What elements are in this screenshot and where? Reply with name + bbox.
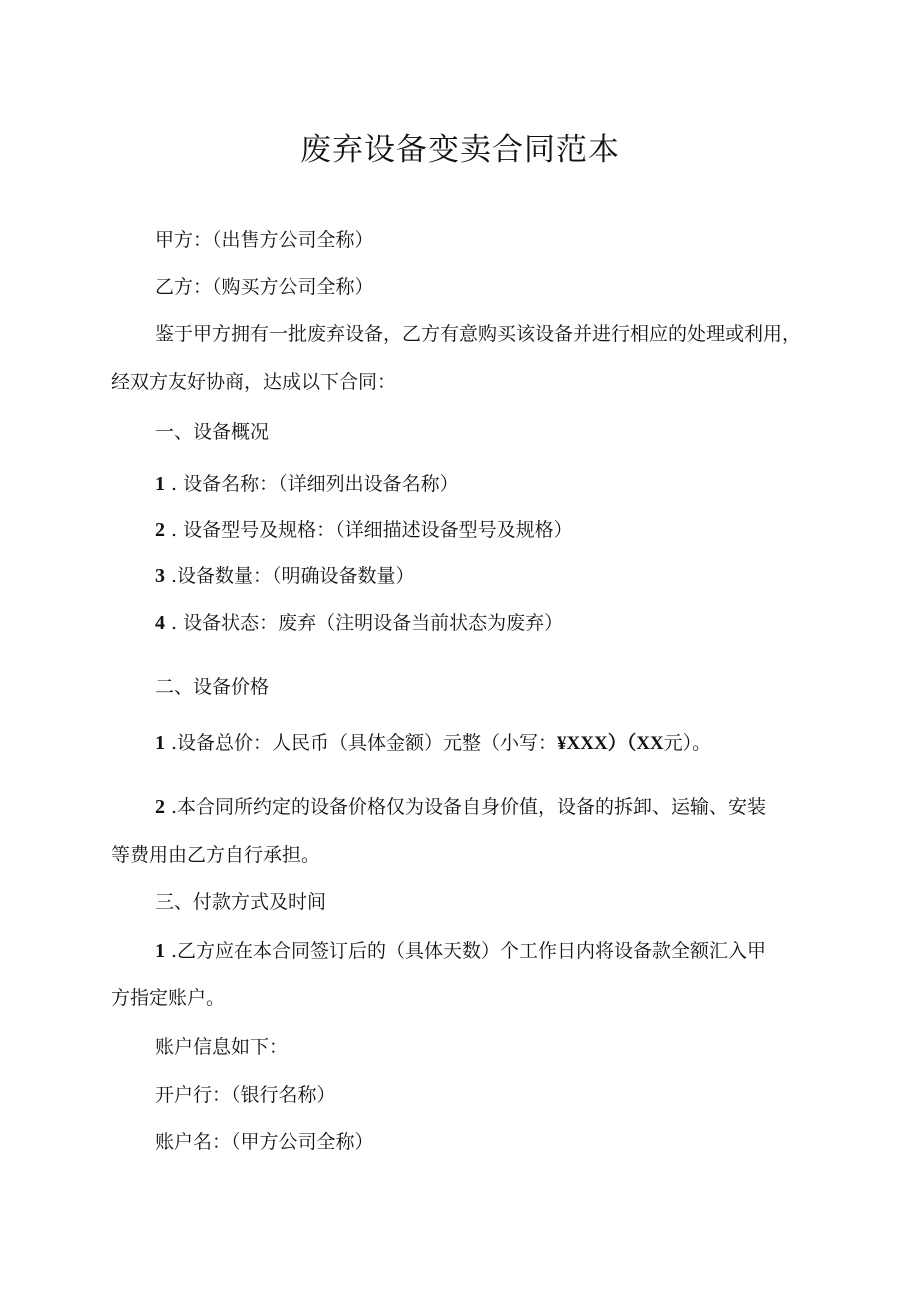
section-1-item-1 xyxy=(155,472,459,496)
item-text: .设备总价：人民币（具体金额）元整（小写： xyxy=(171,732,558,754)
preamble-line-1: 鉴于甲方拥有一批废弃设备，乙方有意购买该设备并进行相应的处理或利用， xyxy=(155,323,802,345)
item-number: 2 xyxy=(155,796,165,818)
section-1-item-2 xyxy=(155,518,573,542)
section-2-item-2-line-1 xyxy=(155,795,766,819)
item-number: 2 xyxy=(155,519,165,541)
item-number: 1 xyxy=(155,732,165,754)
item-number: 4 xyxy=(155,612,165,634)
section-3-item-1-line-1 xyxy=(155,939,766,963)
section-3-item-1-line-2: 方指定账户。 xyxy=(111,987,226,1009)
item-number: 1 xyxy=(155,473,165,495)
section-2-item-1 xyxy=(155,731,711,756)
item-text: . 设备状态：废弃（注明设备当前状态为废弃） xyxy=(171,612,564,634)
party-b-line: 乙方：（购买方公司全称） xyxy=(155,276,374,298)
item-text: .设备数量：（明确设备数量） xyxy=(171,565,415,587)
document-title: 废弃设备变卖合同范本 xyxy=(300,132,620,168)
item-text: .乙方应在本合同签订后的（具体天数）个工作日内将设备款全额汇入甲 xyxy=(171,940,767,962)
item-number: 1 xyxy=(155,940,165,962)
party-a-line: 甲方：（出售方公司全称） xyxy=(155,229,374,251)
account-info-intro: 账户信息如下： xyxy=(155,1036,289,1058)
item-text-end: 元）。 xyxy=(663,732,712,754)
item-text: .本合同所约定的设备价格仅为设备自身价值，设备的拆卸、运输、安装 xyxy=(171,796,767,818)
account-name-line: 账户名：（甲方公司全称） xyxy=(155,1131,374,1153)
item-text: . 设备名称：（详细列出设备名称） xyxy=(171,473,459,495)
section-2-item-2-line-2: 等费用由乙方自行承担。 xyxy=(111,844,321,866)
section-3-heading: 三、付款方式及时间 xyxy=(155,891,327,913)
section-1-item-3 xyxy=(155,564,415,588)
item-text: . 设备型号及规格：（详细描述设备型号及规格） xyxy=(171,519,573,541)
section-1-item-4 xyxy=(155,611,563,635)
bank-name-line: 开户行：（银行名称） xyxy=(155,1084,336,1106)
section-1-heading: 一、设备概况 xyxy=(155,421,270,443)
item-number: 3 xyxy=(155,565,165,587)
preamble-line-2: 经双方友好协商，达成以下合同： xyxy=(111,371,397,393)
price-amount: ¥XXX）（XX xyxy=(557,733,664,754)
section-2-heading: 二、设备价格 xyxy=(155,676,270,698)
